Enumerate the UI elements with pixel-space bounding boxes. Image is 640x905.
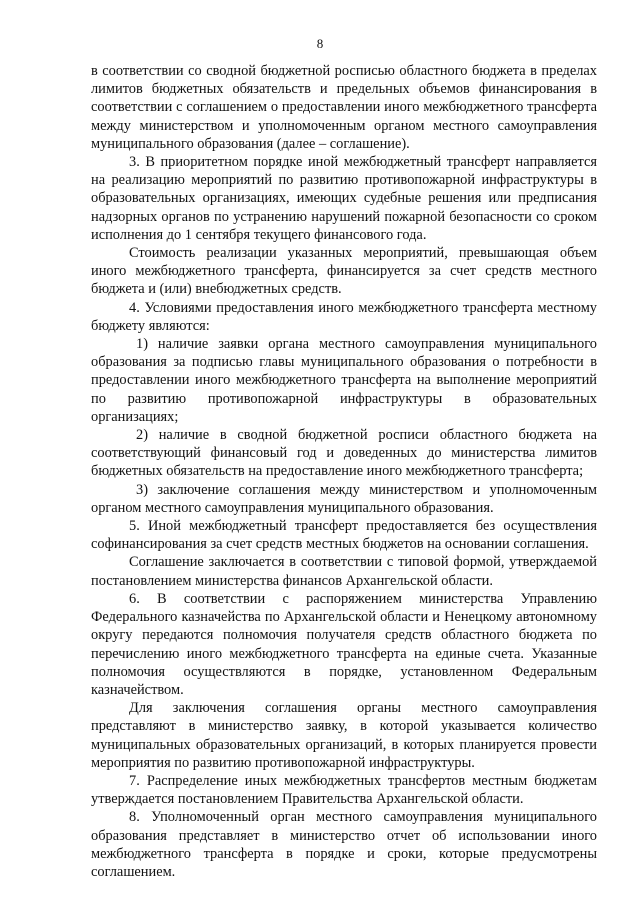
paragraph-treasury-clause-6: 6. В соответствии с распоряжением министерства Управлению Федерального казначейства по Архангельской области и Ненецкому автономному округу передаются полномочия получателя средств областного бюджета по перечислению иного межбюджетного трансферта на единые счета. Указанные полномочия осуществляются в порядке, установленном Федеральным казначейством. <box>91 590 597 698</box>
paragraph-application: Для заключения соглашения органы местного самоуправления представляют в министерство заявку, в которой указывается количество муниципальных образовательных организаций, в которых планируется провести мероприятия по развитию противопожарной инфраструктуры. <box>91 700 597 771</box>
paragraph-distribution-clause-7: 7. Распределение иных межбюджетных трансфертов местным бюджетам утверждается постановлением Правительства Архангельской области. <box>91 772 597 808</box>
document-body <box>91 62 597 881</box>
paragraph-budget-allocation: в соответствии со сводной бюджетной росписью областного бюджета в пределах лимитов бюджетных обязательств и предельных объемов финансирования в соответствии с соглашением о предоставлении иного межбюджетного трансферта между министерством и уполномоченным органом местного самоуправления муниципального образования (далее – соглашение). <box>91 63 597 152</box>
page-number: 8 <box>316 36 324 51</box>
paragraph-priority-clause-3: 3. В приоритетном порядке иной межбюджетный трансферт направляется на реализацию мероприятий по развитию противопожарной инфраструктуры в образовательных организациях, имеющих судебные решения или предписания надзорных органов по устранению нарушений пожарной безопасности со сроком исполнения до 1 сентября текущего финансового года. <box>91 154 597 243</box>
paragraph-condition-1: 1) наличие заявки органа местного самоуправления муниципального образования за подписью главы муниципального образования о потребности в предоставлении иного межбюджетного трансферта на выполнение мероприятий по развитию противопожарной инфраструктуры в образовательных организациях; <box>91 336 597 425</box>
paragraph-condition-3: 3) заключение соглашения между министерством и уполномоченным органом местного самоуправления муниципального образования. <box>91 481 597 516</box>
paragraph-conditions-clause-4: 4. Условиями предоставления иного межбюджетного трансферта местному бюджету являются: <box>91 299 597 334</box>
paragraph-agreement-form: Соглашение заключается в соответствии с типовой формой, утверждаемой постановлением министерства финансов Архангельской области. <box>91 554 597 589</box>
paragraph-condition-2: 2) наличие в сводной бюджетной росписи областного бюджета на соответствующий финансовый год и доведенных до министерства лимитов бюджетных обязательств на предоставление иного межбюджетного трансферта; <box>91 427 597 480</box>
paragraph-no-cofinancing-clause-5: 5. Иной межбюджетный трансферт предоставляется без осуществления софинансирования за счет средств местных бюджетов на основании соглашения. <box>91 518 597 553</box>
paragraph-report-clause-8: 8. Уполномоченный орган местного самоуправления муниципального образования представляет в министерство отчет об использовании иного межбюджетного трансферта в порядке и сроки, которые предусмотрены соглашением. <box>91 809 597 880</box>
paragraph-cost-exceeding: Стоимость реализации указанных мероприятий, превышающая объем иного межбюджетного трансферта, финансируется за счет средств местного бюджета и (или) внебюджетных средств. <box>91 245 597 298</box>
